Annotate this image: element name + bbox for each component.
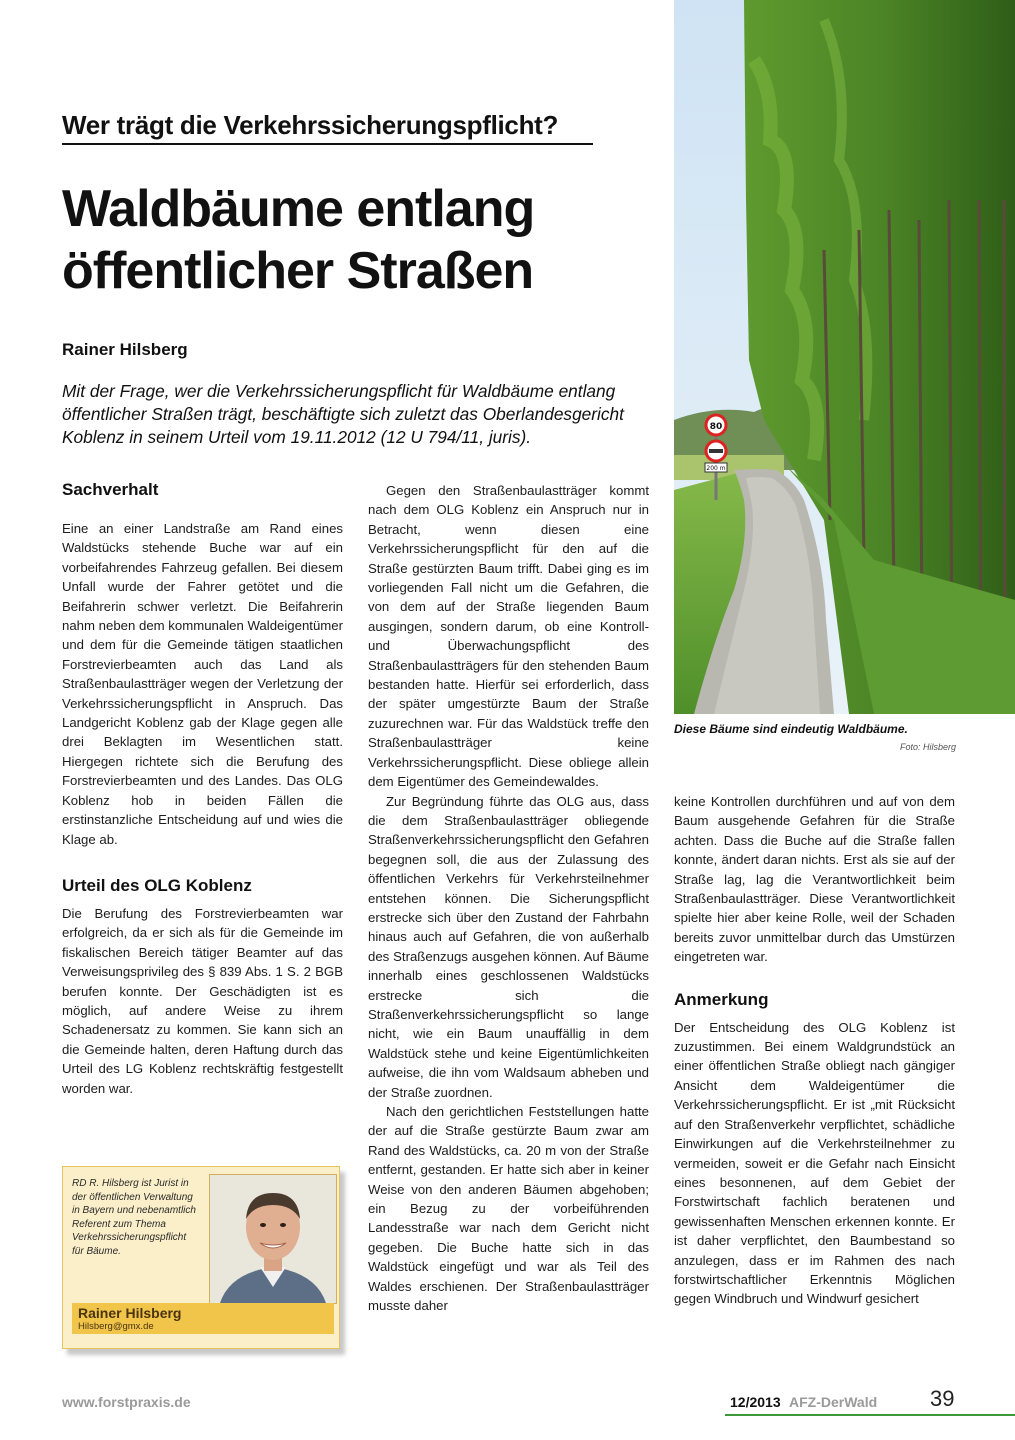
article-author: Rainer Hilsberg [62, 340, 188, 359]
author-portrait [209, 1174, 337, 1304]
bio-author-name: Rainer Hilsberg [78, 1305, 182, 1321]
speed-sign-text: 80 [709, 422, 723, 432]
paragraph-col2-3: Nach den gerichtlichen Feststellungen hatte der auf die Straße gestürzte Baum zwar am Rand des Waldstücks, ca. 20 m von der Straße entfernt, gestanden. Er hatte sich aber in keiner Weise von den anderen Bäumen abgehoben; ein Bezug zu der vorbeiführenden Landesstraße war nach dem Gericht nicht gegeben. Die Buche hatte sich in das Waldstück eingefügt und war als Teil des Waldes erschienen. Der Straßenbaulastträger musste daher [368, 1104, 649, 1314]
heading-anmerkung: Anmerkung [674, 989, 769, 1009]
bio-author-email: Hilsberg@gmx.de [78, 1321, 154, 1332]
column-2 [368, 481, 649, 1315]
article-kicker: Wer trägt die Verkehrssicherungspflicht? [62, 110, 593, 145]
heading-sachverhalt: Sachverhalt [62, 480, 159, 499]
footer-journal: AFZ-DerWald [789, 1394, 878, 1410]
heading-urteil: Urteil des OLG Koblenz [62, 875, 252, 895]
paragraph-col2-1: Gegen den Straßenbaulastträger kommt nach dem OLG Koblenz ein Anspruch nur in Betracht, wenn diesen eine Verkehrssicherungspflicht für den auf die Straße gestürzten Baum trifft. Dabei ging es im vorliegenden Fall nicht um die Gefahren, die von dem auf der Straße liegenden Baum ausgingen, sondern darum, ob eine Kontroll- und Überwachungspflicht des Straßenbaulastträgers für den stehenden Baum bestanden hatte. Hierfür sei erforderlich, dass der später umgestürzte Baum der Straße zuzurechnen war. Für das Waldstück treffe den Straßenbaulastträger keine Verkehrssicherungspflicht. Diese obliege allein dem Eigentümer des Gemeindewaldes. [368, 483, 649, 790]
author-bio-box [62, 1166, 340, 1349]
article-lead: Mit der Frage, wer die Verkehrssicherungspflicht für Waldbäume entlang öffentlicher Straßen trägt, beschäftigte sich zuletzt das Oberlandesgericht Koblenz in seinem Urteil vom 19.11.2012 (12 U 794/11, juris). [62, 381, 624, 447]
author-bio-text: RD R. Hilsberg ist Jurist in der öffentlichen Verwaltung in Bayern und nebenamtlich Referent zum Thema Verkehrssicherungspflicht für Bäume. [72, 1178, 196, 1257]
photo-credit: Foto: Hilsberg [899, 742, 956, 752]
photo-caption: Diese Bäume sind eindeutig Waldbäume. [674, 722, 908, 736]
page-number: 39 [930, 1386, 955, 1411]
forest-road-photo [674, 0, 1015, 714]
column-1 [62, 480, 343, 1098]
author-name-band [72, 1303, 334, 1334]
paragraph-col3-1: keine Kontrollen durchführen und auf von dem Baum ausgehende Gefahren für die Straße achten. Dass die Buche auf die Straße fallen konnte, ändert daran nichts. Erst als sie auf der Straße lag, lag die Verantwortlichkeit beim Straßenbaulastträger. Diese Verantwortlichkeit spielte hier aber keine Rolle, weil der Schaden bereits zuvor unmittelbar durch das Umstürzen eingetreten war. [674, 794, 955, 965]
paragraph-sachverhalt: Eine an einer Landstraße am Rand eines Waldstücks stehende Buche war auf ein vorbeifahrendes Fahrzeug gefallen. Bei diesem Unfall wurde der Fahrer getötet und die Beifahrerin schwer verletzt. Die Beifahrerin nahm neben dem kommunalen Waldeigentümer und dem für die Gemeinde tätigen staatlichen Forstrevierbeamten auch das Land als Straßenbaulastträger wegen der Verletzung der Verkehrssicherungspflicht in Anspruch. Das Landgericht Koblenz gab der Klage gegen alle drei Beklagten im Wesentlichen statt. Hiergegen richtete sich die Berufung des Forstrevierbeamten und des Landes. Das OLG Koblenz hob in beiden Fällen die erstinstanzliche Entscheidung auf und wies die Klage ab. [62, 521, 344, 847]
footer-issue: 12/2013 [730, 1394, 781, 1410]
article-headline [62, 178, 662, 302]
paragraph-col3-2: Der Entscheidung des OLG Koblenz ist zuzustimmen. Bei einem Waldgrundstück an einer öffentlichen Straße obliegt nach gängiger Ansicht dem Waldeigentümer die Verkehrssicherungspflicht. Er ist „mit Rücksicht auf den Straßenverkehr verpflichtet, schädliche Einwirkungen auf die Verkehrsteilnehmer zu vermeiden, soweit er die Gefahr nach Einsicht eines besonnenen, auf dem Gebiet der Forstwirtschaft fachlich beratenen und gewissenhaften Menschen erkennen konnte. Er ist daher verpflichtet, den Baumbestand so anzulegen, dass er im Rahmen des nach forstwirtschaftlicher Erkenntnis Möglichen gegen Windbruch und Windwurf gesichert [674, 1019, 955, 1307]
footer-website: www.forstpraxis.de [62, 1394, 191, 1410]
paragraph-urteil: Die Berufung des Forstrevierbeamten war erfolgreich, da er sich als für die Gemeinde im fiskalischen Bereich tätiger Beamter auf das Verweisungsprivileg des § 839 Abs. 1 S. 2 BGB berufen konnte. Der Geschädigten ist es möglich, auf andere Weise zu ihrem Schadenersatz zu kommen. Sie kann sich an die Gemeinde halten, deren Haftung durch das Urteil des LG Koblenz rechtskräftig festgestellt worden war. [62, 905, 343, 1096]
paragraph-col2-2: Zur Begründung führte das OLG aus, dass die dem Straßenbaulastträger obliegende Straßenverkehrssicherungspflicht den Gefahren begegnen soll, die aus der Zulassung des öffentlichen Verkehrs für Verkehrsteilnehmer entstehen können. Die Sicherungspflicht erstrecke sich über den Zustand der Fahrbahn hinaus auch auf Gefahren, die von außerhalb des Straßenzugs ausgehen können. Auf Bäume innerhalb eines geschlossenen Waldstücks erstrecke sich die Straßenverkehrssicherungspflicht so lange nicht, wie ein Baum unauffällig in dem Waldstück stehe und keine Eigentümlichkeiten aufweise, die ihn vom Waldsaum abheben und der Straße zuordnen. [368, 793, 649, 1100]
column-3 [674, 792, 955, 1309]
footer-rule [725, 1414, 1015, 1416]
headline-line-1: Waldbäume entlang [62, 180, 535, 238]
distance-sign-text: 200 m [706, 465, 726, 472]
headline-line-2: öffentlicher Straßen [62, 242, 534, 300]
